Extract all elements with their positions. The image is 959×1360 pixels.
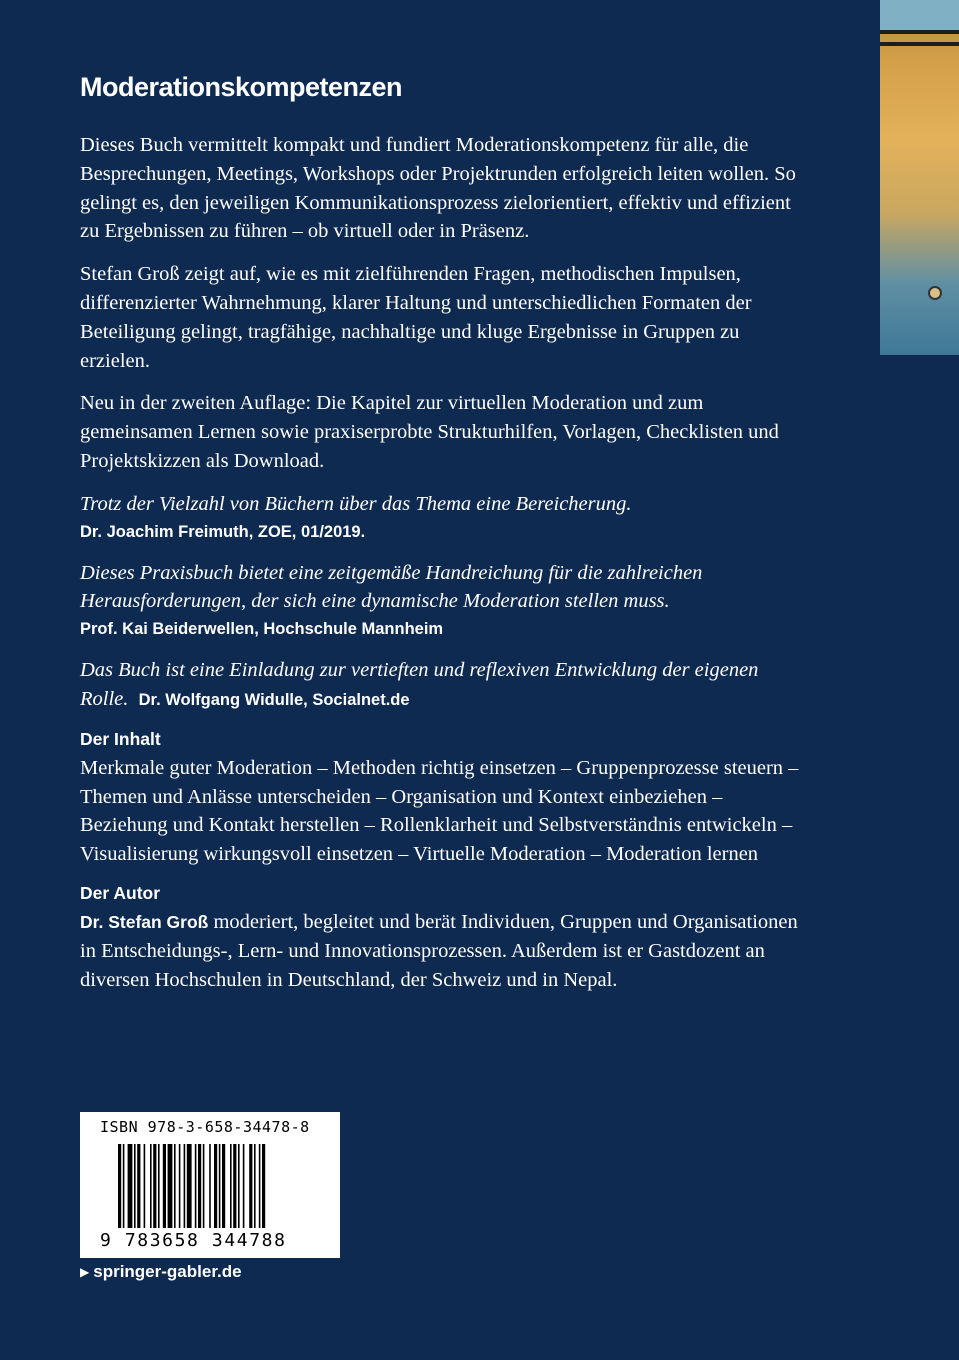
barcode-bar: [153, 1144, 156, 1228]
cover-art-strip: [880, 0, 959, 355]
barcode-bar: [230, 1144, 232, 1228]
barcode-bar: [219, 1144, 221, 1228]
author-heading: Der Autor: [80, 882, 161, 903]
barcode-bar: [168, 1144, 173, 1228]
barcode-bar: [118, 1144, 121, 1228]
barcode-bars: [118, 1144, 318, 1228]
barcode-bar: [259, 1144, 261, 1228]
description-paragraph-2: Stefan Groß zeigt auf, wie es mit zielführenden Fragen, methodischen Impulsen, differenzierter Wahrnehmung, klarer Haltung und unterschiedlichen Formaten der Beteiligung gelingt, tragfähige, nachhaltige und kluge Ergebnisse in Gruppen zu erzielen.: [80, 263, 752, 372]
barcode-bar: [174, 1144, 176, 1228]
description-paragraph-1: Dieses Buch vermittelt kompakt und fundiert Moderationskompetenz für alle, die Besprechungen, Meetings, Workshops oder Projektrunden erfolgreich leiten wollen. So gelingt es, den jeweiligen Kommunikationsprozess zielorientiert, effektiv und effizient zu Ergebnissen zu führen – ob virtuell oder in Präsenz.: [80, 134, 796, 243]
barcode-bar: [195, 1144, 197, 1228]
barcode-bar: [144, 1144, 146, 1228]
barcode-bar: [128, 1144, 133, 1228]
review-author-1: Dr. Joachim Freimuth, ZOE, 01/2019.: [80, 522, 366, 541]
barcode-bar: [249, 1144, 252, 1228]
website-url: springer-gabler.de: [93, 1262, 242, 1281]
barcode-bar: [150, 1144, 152, 1228]
barcode-bar: [179, 1144, 181, 1228]
author-name: Dr. Stefan Groß: [80, 911, 209, 932]
barcode-bar: [243, 1144, 245, 1228]
author-bio: [80, 908, 800, 994]
barcode-bar: [158, 1144, 160, 1228]
website-link[interactable]: [80, 1262, 242, 1282]
barcode-bar: [123, 1144, 125, 1228]
isbn-barcode: [80, 1112, 340, 1258]
description-paragraph-3: Neu in der zweiten Auflage: Die Kapitel zur virtuellen Moderation und zum gemeinsamen Lernen sowie praxiserprobte Strukturhilfen, Vorlagen, Checklisten und Projektskizzen als Download.: [80, 392, 779, 472]
content-text: Merkmale guter Moderation – Methoden richtig einsetzen – Gruppenprozesse steuern – Themen und Anlässe unterscheiden – Organisation und Kontext einbeziehen – Beziehung und Kontakt herstellen – Rollenklarheit und Selbstverständnis entwickeln – Visualisierung wirkungsvoll einsetzen – Virtuelle Moderation – Moderation lernen: [80, 756, 799, 866]
back-cover-text: [80, 72, 800, 1008]
review-author-3: Dr. Wolfgang Widulle, Socialnet.de: [138, 690, 410, 709]
barcode-bar: [214, 1144, 217, 1228]
barcode-bar: [209, 1144, 211, 1228]
barcode-bar: [163, 1144, 166, 1228]
barcode-bar: [137, 1144, 140, 1228]
barcode-bar: [262, 1144, 265, 1228]
arrow-right-icon: ▶: [80, 1265, 90, 1279]
barcode-bar: [222, 1144, 225, 1228]
isbn-label: ISBN 978-3-658-34478-8: [100, 1118, 310, 1136]
review-quote-3: Das Buch ist eine Einladung zur vertieften und reflexiven Entwicklung der eigenen Rolle.: [80, 659, 759, 710]
review-quote-1: Trotz der Vielzahl von Büchern über das Thema eine Bereicherung.: [80, 492, 632, 515]
barcode-bar: [184, 1144, 186, 1228]
book-title: Moderationskompetenzen: [80, 72, 403, 102]
barcode-bar: [233, 1144, 236, 1228]
author-bio-text: moderiert, begleitet und berät Individuen, Gruppen und Organisationen in Entscheidungs-, Lern- und Innovationsprozessen. Außerdem ist er Gastdozent an diversen Hochschulen in Deutschland, der Schweiz und in Nepal.: [80, 910, 798, 991]
review-quote-2: Dieses Praxisbuch bietet eine zeitgemäße Handreichung für die zahlreichen Herausforderungen, der sich eine dynamische Moderation stellen muss.: [80, 561, 703, 613]
barcode-bar: [203, 1144, 205, 1228]
barcode-bar: [198, 1144, 201, 1228]
barcode-bar: [187, 1144, 192, 1228]
barcode-bar: [238, 1144, 240, 1228]
review-author-2: Prof. Kai Beiderwellen, Hochschule Mannheim: [80, 620, 444, 639]
barcode-bar: [254, 1144, 256, 1228]
barcode-digits: 9 783658 344788: [100, 1230, 287, 1251]
review-3: [80, 656, 800, 715]
content-heading: Der Inhalt: [80, 728, 161, 749]
barcode-bar: [134, 1144, 136, 1228]
